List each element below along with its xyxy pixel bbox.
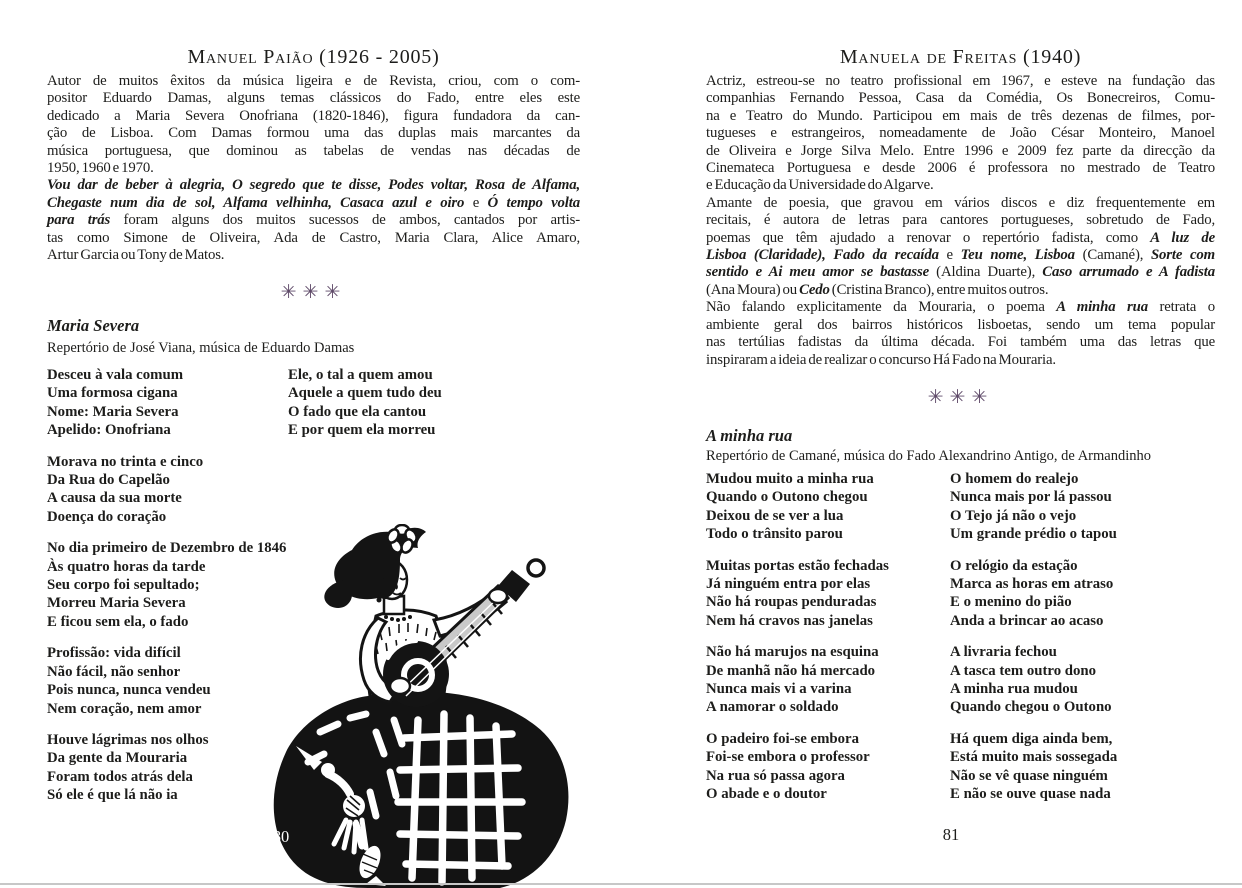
poem-line: Todo o trânsito parou: [706, 526, 843, 543]
poem-line: A livraria fechou: [950, 644, 1057, 661]
poem-line: O relógio da estação: [950, 557, 1078, 574]
poem-line: Nunca mais por lá passou: [950, 489, 1112, 506]
poem-line: Profissão: vida difícil: [47, 645, 181, 662]
poem-line: De manhã não há mercado: [706, 662, 876, 679]
poem-line: Um grande prédio o tapou: [950, 526, 1117, 543]
poem-line: Seu corpo foi sepultado;: [47, 577, 200, 594]
paragraph-line: Autor de muitos êxitos da música ligeira e de Revista, criou, com o com-: [47, 73, 580, 89]
paragraph-line: nas tertúlias fadistas da última década. Foi também uma das letras que: [706, 334, 1215, 351]
poem-line: Nem coração, nem amor: [47, 700, 202, 717]
page-number-left: 80: [272, 827, 290, 846]
poem-line: Morava no trinta e cinco: [47, 453, 204, 470]
poem-line: O fado que ela cantou: [288, 403, 427, 420]
poem-line: Morreu Maria Severa: [47, 595, 186, 612]
stanza: [47, 453, 286, 527]
poem-line: Aquele a quem tudo deu: [288, 385, 442, 402]
stanza: [706, 643, 889, 717]
paragraph-line: tugueses e estrangeiros, nomeadamente de João César Monteiro, Manoel: [706, 125, 1215, 142]
bio-text-right: [706, 73, 1215, 369]
paragraph-line: sentido e Ai meu amor se bastasse (Aldina Duarte), Caso arrumado e A fadista: [706, 264, 1216, 281]
poem-line: O padeiro foi-se embora: [706, 730, 860, 747]
bio-text-left: [47, 73, 580, 264]
poem-line: Doença do coração: [47, 508, 167, 525]
stanza: [950, 730, 1117, 804]
ornament-asterisks-icon: ✳✳✳: [280, 282, 347, 303]
poem-column: [288, 366, 442, 453]
poem-line: Já ninguém entra por elas: [706, 576, 871, 593]
poem-line: A causa da sua morte: [47, 490, 182, 507]
stanza: [288, 366, 442, 440]
poem-line: O Tejo já não o vejo: [950, 507, 1077, 524]
stanza: [706, 557, 889, 631]
paragraph-line: poemas que têm ajudado a renovar o repertório fadista, como A luz de: [706, 229, 1215, 246]
poem-line: Deixou de se ver a lua: [706, 507, 844, 524]
poem-line: Às quatro horas da tarde: [47, 558, 206, 575]
poem-line: Não fácil, não senhor: [47, 663, 181, 680]
paragraph-line: Artur Garcia ou Tony de Matos.: [47, 247, 225, 264]
poem-line: Não se vê quase ninguém: [950, 767, 1108, 784]
paragraph-line: de Oliveira e Jorge Silva Melo. Entre 1996 e 2009 fez parte da direcção da: [706, 142, 1215, 159]
poem-line: A tasca tem outro dono: [950, 662, 1097, 679]
poem-line: Pois nunca, nunca vendeu: [47, 682, 211, 699]
paragraph-line: Chegaste num dia de sol, Alfama velhinha, Casaca azul e oiro e Ó tempo volta: [47, 194, 580, 211]
poem-line: E ficou sem ela, o fado: [47, 613, 189, 630]
stanza: [706, 470, 889, 544]
paragraph-line: Amante de poesia, que gravou em vários discos e diz frequentemente em: [706, 194, 1215, 211]
poem-line: Nunca mais vi a varina: [706, 681, 852, 698]
poem-column: [950, 470, 1117, 817]
poem-line: O homem do realejo: [950, 471, 1079, 487]
paragraph-line: ambiente geral dos bairros históricos lisboetas, sendo um tema popular: [706, 316, 1215, 333]
poem-line: Desceu à vala comum: [47, 367, 184, 383]
poem-line: Na rua só passa agora: [706, 767, 845, 784]
poem-line: Só ele é que lá não ia: [47, 787, 178, 804]
poem-line: Ele, o tal a quem amou: [288, 367, 433, 383]
ornament-asterisks-icon: ✳✳✳: [927, 387, 994, 408]
paragraph-line: Actriz, estreou-se no teatro profissional em 1967, e esteve na fundação das: [706, 73, 1215, 89]
paragraph-line: na e Teatro do Mundo. Participou em mais de três dezenas de filmes, por-: [706, 107, 1215, 124]
paragraph-line: música portuguesa, que dominou as tabelas de vendas nas décadas de: [47, 142, 580, 159]
stanza: [950, 643, 1117, 717]
poem-title-right: A minha rua: [706, 426, 793, 445]
page-right: [706, 0, 1215, 888]
paragraph-line: dedicado a Maria Severa Onofriana (1820-1846), figura fundadora da can-: [47, 107, 580, 124]
poem-line: Da Rua do Capelão: [47, 472, 170, 489]
poem-line: Foi-se embora o professor: [706, 749, 870, 766]
page-number-right: 81: [942, 825, 960, 844]
poem-line: Há quem diga ainda bem,: [950, 730, 1113, 747]
poem-line: Não há roupas penduradas: [706, 594, 877, 611]
bottom-edge-rule: [0, 883, 1242, 885]
paragraph-line: (Ana Moura) ou Cedo (Cristina Branco), entre muitos outros.: [706, 281, 1049, 298]
poem-credit-right: Repertório de Camané, música do Fado Alexandrino Antigo, de Armandinho: [706, 448, 1151, 464]
poem-line: Apelido: Onofriana: [47, 422, 171, 439]
poem-line: Mudou muito a minha rua: [706, 471, 874, 487]
paragraph-line: e Educação da Universidade do Algarve.: [706, 177, 934, 194]
page-title-left: Manuel Paião (1926 - 2005): [187, 46, 440, 68]
poem-line: E o menino do pião: [950, 594, 1072, 611]
stanza: [47, 366, 286, 440]
poem-line: Quando o Outono chegou: [706, 489, 868, 506]
stanza: [706, 730, 889, 804]
head-and-hair: [324, 525, 426, 622]
stanza: [950, 470, 1117, 544]
poem-line: Anda a brincar ao acaso: [950, 612, 1104, 629]
poem-line: Está muito mais sossegada: [950, 749, 1118, 766]
paragraph-line: Cinemateca Portuguesa e desde 2006 é professora no mestrado de Teatro: [706, 160, 1215, 177]
paragraph-line: Vou dar de beber à alegria, O segredo que te disse, Podes voltar, Rosa de Alfama,: [47, 177, 580, 194]
poem-line: Uma formosa cigana: [47, 385, 178, 402]
poem-line: Muitas portas estão fechadas: [706, 557, 889, 574]
poem-line: E por quem ela morreu: [288, 422, 436, 439]
poem-line: Houve lágrimas nos olhos: [47, 731, 209, 748]
poem-line: Não há marujos na esquina: [706, 644, 879, 661]
poem-line: Marca as horas em atraso: [950, 576, 1114, 593]
poem-credit-left: Repertório de José Viana, música de Eduardo Damas: [47, 340, 355, 356]
poem-line: No dia primeiro de Dezembro de 1846: [47, 540, 287, 557]
poem-line: Nome: Maria Severa: [47, 403, 179, 420]
stanza: [950, 557, 1117, 631]
paragraph-line: para trás foram alguns dos muitos sucessos de ambos, cantados por artis-: [47, 212, 580, 229]
paragraph-line: companhias Fernando Pessoa, Casa da Comédia, Os Bonecreiros, Comu-: [706, 90, 1215, 107]
poem-line: Nem há cravos nas janelas: [706, 612, 873, 629]
poem-line: O abade e o doutor: [706, 786, 827, 803]
poem-line: Quando chegou o Outono: [950, 699, 1112, 716]
poem-title-left: Maria Severa: [47, 316, 140, 335]
poem-line: A namorar o soldado: [706, 699, 839, 716]
paragraph-line: positor Eduardo Damas, alguns temas clássicos do Fado, entre eles este: [47, 90, 580, 107]
paragraph-line: inspiraram a ideia de realizar o concurso Há Fado na Mouraria.: [706, 351, 1056, 368]
paragraph-line: recitais, é autora de letras para cantores portugueses, sobretudo de Fado,: [706, 212, 1215, 229]
paragraph-line: 1950, 1960 e 1970.: [47, 160, 154, 177]
page-title-right: Manuela de Freitas (1940): [839, 46, 1082, 68]
paragraph-line: Lisboa (Claridade), Fado da recaída e Teu nome, Lisboa (Camané), Sorte com: [706, 247, 1215, 264]
poem-line: A minha rua mudou: [950, 681, 1078, 698]
poem-line: Da gente da Mouraria: [47, 750, 188, 767]
poem-column: [706, 470, 889, 817]
poem-line: E não se ouve quase nada: [950, 786, 1111, 803]
paragraph-line: ção de Lisboa. Com Damas formou uma das duplas mais marcantes da: [47, 125, 580, 142]
maria-severa-illustration: [250, 524, 582, 888]
paragraph-line: tas como Simone de Oliveira, Ada de Castro, Maria Clara, Alice Amaro,: [47, 229, 580, 246]
poem-line: Foram todos atrás dela: [47, 768, 193, 785]
paragraph-line: Não falando explicitamente da Mouraria, o poema A minha rua retrata o: [706, 299, 1216, 316]
